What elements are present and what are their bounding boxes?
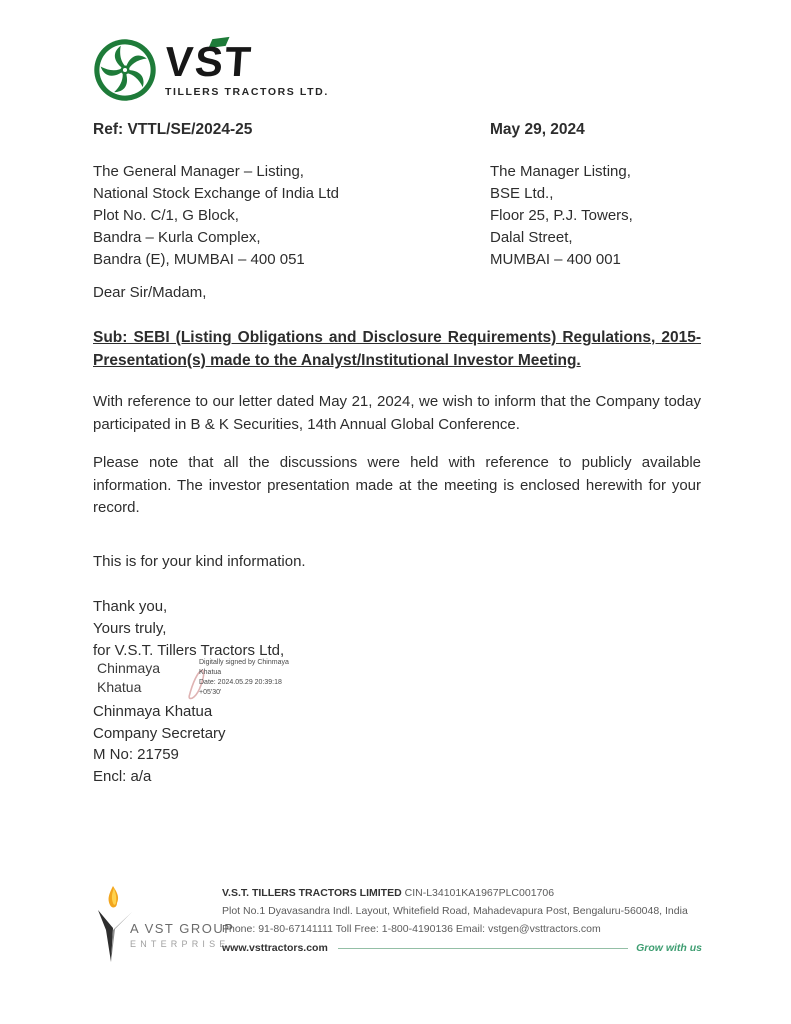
body-paragraph-2: Please note that all the discussions were held with reference to publicly available information. The investor presentation made at the meeting is enclosed herewith for your record. bbox=[93, 454, 701, 516]
signoff-line: Yours truly, bbox=[93, 620, 167, 637]
group-enterprise-label bbox=[130, 921, 234, 949]
stamp-detail-line: +05'30' bbox=[199, 689, 222, 696]
address-line: Plot No. C/1, G Block, bbox=[93, 207, 239, 224]
address-line: Bandra – Kurla Complex, bbox=[93, 229, 261, 246]
reference-row bbox=[93, 121, 700, 139]
footer-cin: CIN-L34101KA1967PLC001706 bbox=[404, 887, 555, 899]
recipient-addresses bbox=[93, 161, 700, 271]
stamp-name-line: Khatua bbox=[97, 679, 142, 695]
vst-pinwheel-icon bbox=[93, 38, 157, 102]
address-line: Bandra (E), MUMBAI – 400 051 bbox=[93, 251, 305, 268]
stamp-name-line: Chinmaya bbox=[97, 660, 161, 676]
address-line: The General Manager – Listing, bbox=[93, 163, 304, 180]
brand-tagline: TILLERS TRACTORS LTD. bbox=[165, 86, 329, 98]
signatory-membership: M No: 21759 bbox=[93, 746, 179, 763]
footer-contact: Phone: 91-80-67141111 Toll Free: 1-800-4190136 Email: vstgen@vsttractors.com bbox=[222, 923, 601, 935]
footer-divider-line bbox=[338, 948, 628, 949]
group-enterprise: ENTERPRISE bbox=[130, 939, 230, 949]
address-line: BSE Ltd., bbox=[490, 185, 554, 202]
address-line: National Stock Exchange of India Ltd bbox=[93, 185, 339, 202]
address-line: Dalal Street, bbox=[490, 229, 573, 246]
digital-signature-stamp bbox=[95, 657, 385, 703]
footer-website-row bbox=[222, 939, 702, 957]
subject-line-1: Sub: SEBI (Listing Obligations and Disclosure Requirements) Regulations, 2015- bbox=[93, 329, 701, 346]
address-line: Floor 25, P.J. Towers, bbox=[490, 207, 633, 224]
signatory-name: Chinmaya Khatua bbox=[93, 703, 213, 720]
reference-number: Ref: VTTL/SE/2024-25 bbox=[93, 121, 253, 138]
signatory-title: Company Secretary bbox=[93, 724, 226, 742]
stamp-detail-line: Digitally signed by Chinmaya bbox=[199, 659, 289, 666]
website-link[interactable]: www.vsttractors.com bbox=[222, 942, 328, 954]
signoff-line: Thank you, bbox=[93, 598, 168, 615]
footer-company-info bbox=[222, 884, 702, 957]
signatory-enclosure: Encl: a/a bbox=[93, 767, 152, 785]
torch-icon bbox=[96, 884, 134, 962]
footer-slogan: Grow with us bbox=[636, 942, 702, 954]
footer-address: Plot No.1 Dyavasandra Indl. Layout, Whitefield Road, Mahadevapura Post, Bengaluru-560048, India bbox=[222, 905, 688, 917]
signature-stamp-name bbox=[97, 659, 160, 697]
signoff-block bbox=[93, 596, 284, 662]
subject-line-2: Presentation(s) made to the Analyst/Institutional Investor Meeting. bbox=[93, 352, 581, 369]
letter-date: May 29, 2024 bbox=[490, 121, 585, 138]
closing-line: This is for your kind information. bbox=[93, 553, 306, 570]
subject-line bbox=[93, 326, 701, 372]
company-logo bbox=[93, 38, 329, 102]
group-name: A VST GROUP bbox=[130, 921, 235, 936]
brand-wordmark: VST bbox=[163, 38, 255, 85]
stamp-detail-line: Khatua bbox=[199, 669, 222, 676]
signatory-block bbox=[93, 701, 226, 787]
footer-company-line bbox=[222, 884, 702, 902]
signature-stamp-details bbox=[199, 658, 289, 698]
bse-address bbox=[490, 161, 633, 271]
body-paragraph-1: With reference to our letter dated May 21, 2024, we wish to inform that the Company today participated in B & K Securities, 14th Annual Global Conference. bbox=[93, 393, 701, 433]
footer-company-name: V.S.T. TILLERS TRACTORS LIMITED bbox=[222, 887, 402, 899]
address-line: The Manager Listing, bbox=[490, 163, 631, 180]
signoff-line: for V.S.T. Tillers Tractors Ltd, bbox=[93, 642, 285, 659]
salutation: Dear Sir/Madam, bbox=[93, 284, 207, 301]
stamp-detail-line: Date: 2024.05.29 20:39:18 bbox=[199, 679, 282, 686]
address-line: MUMBAI – 400 001 bbox=[490, 251, 621, 268]
